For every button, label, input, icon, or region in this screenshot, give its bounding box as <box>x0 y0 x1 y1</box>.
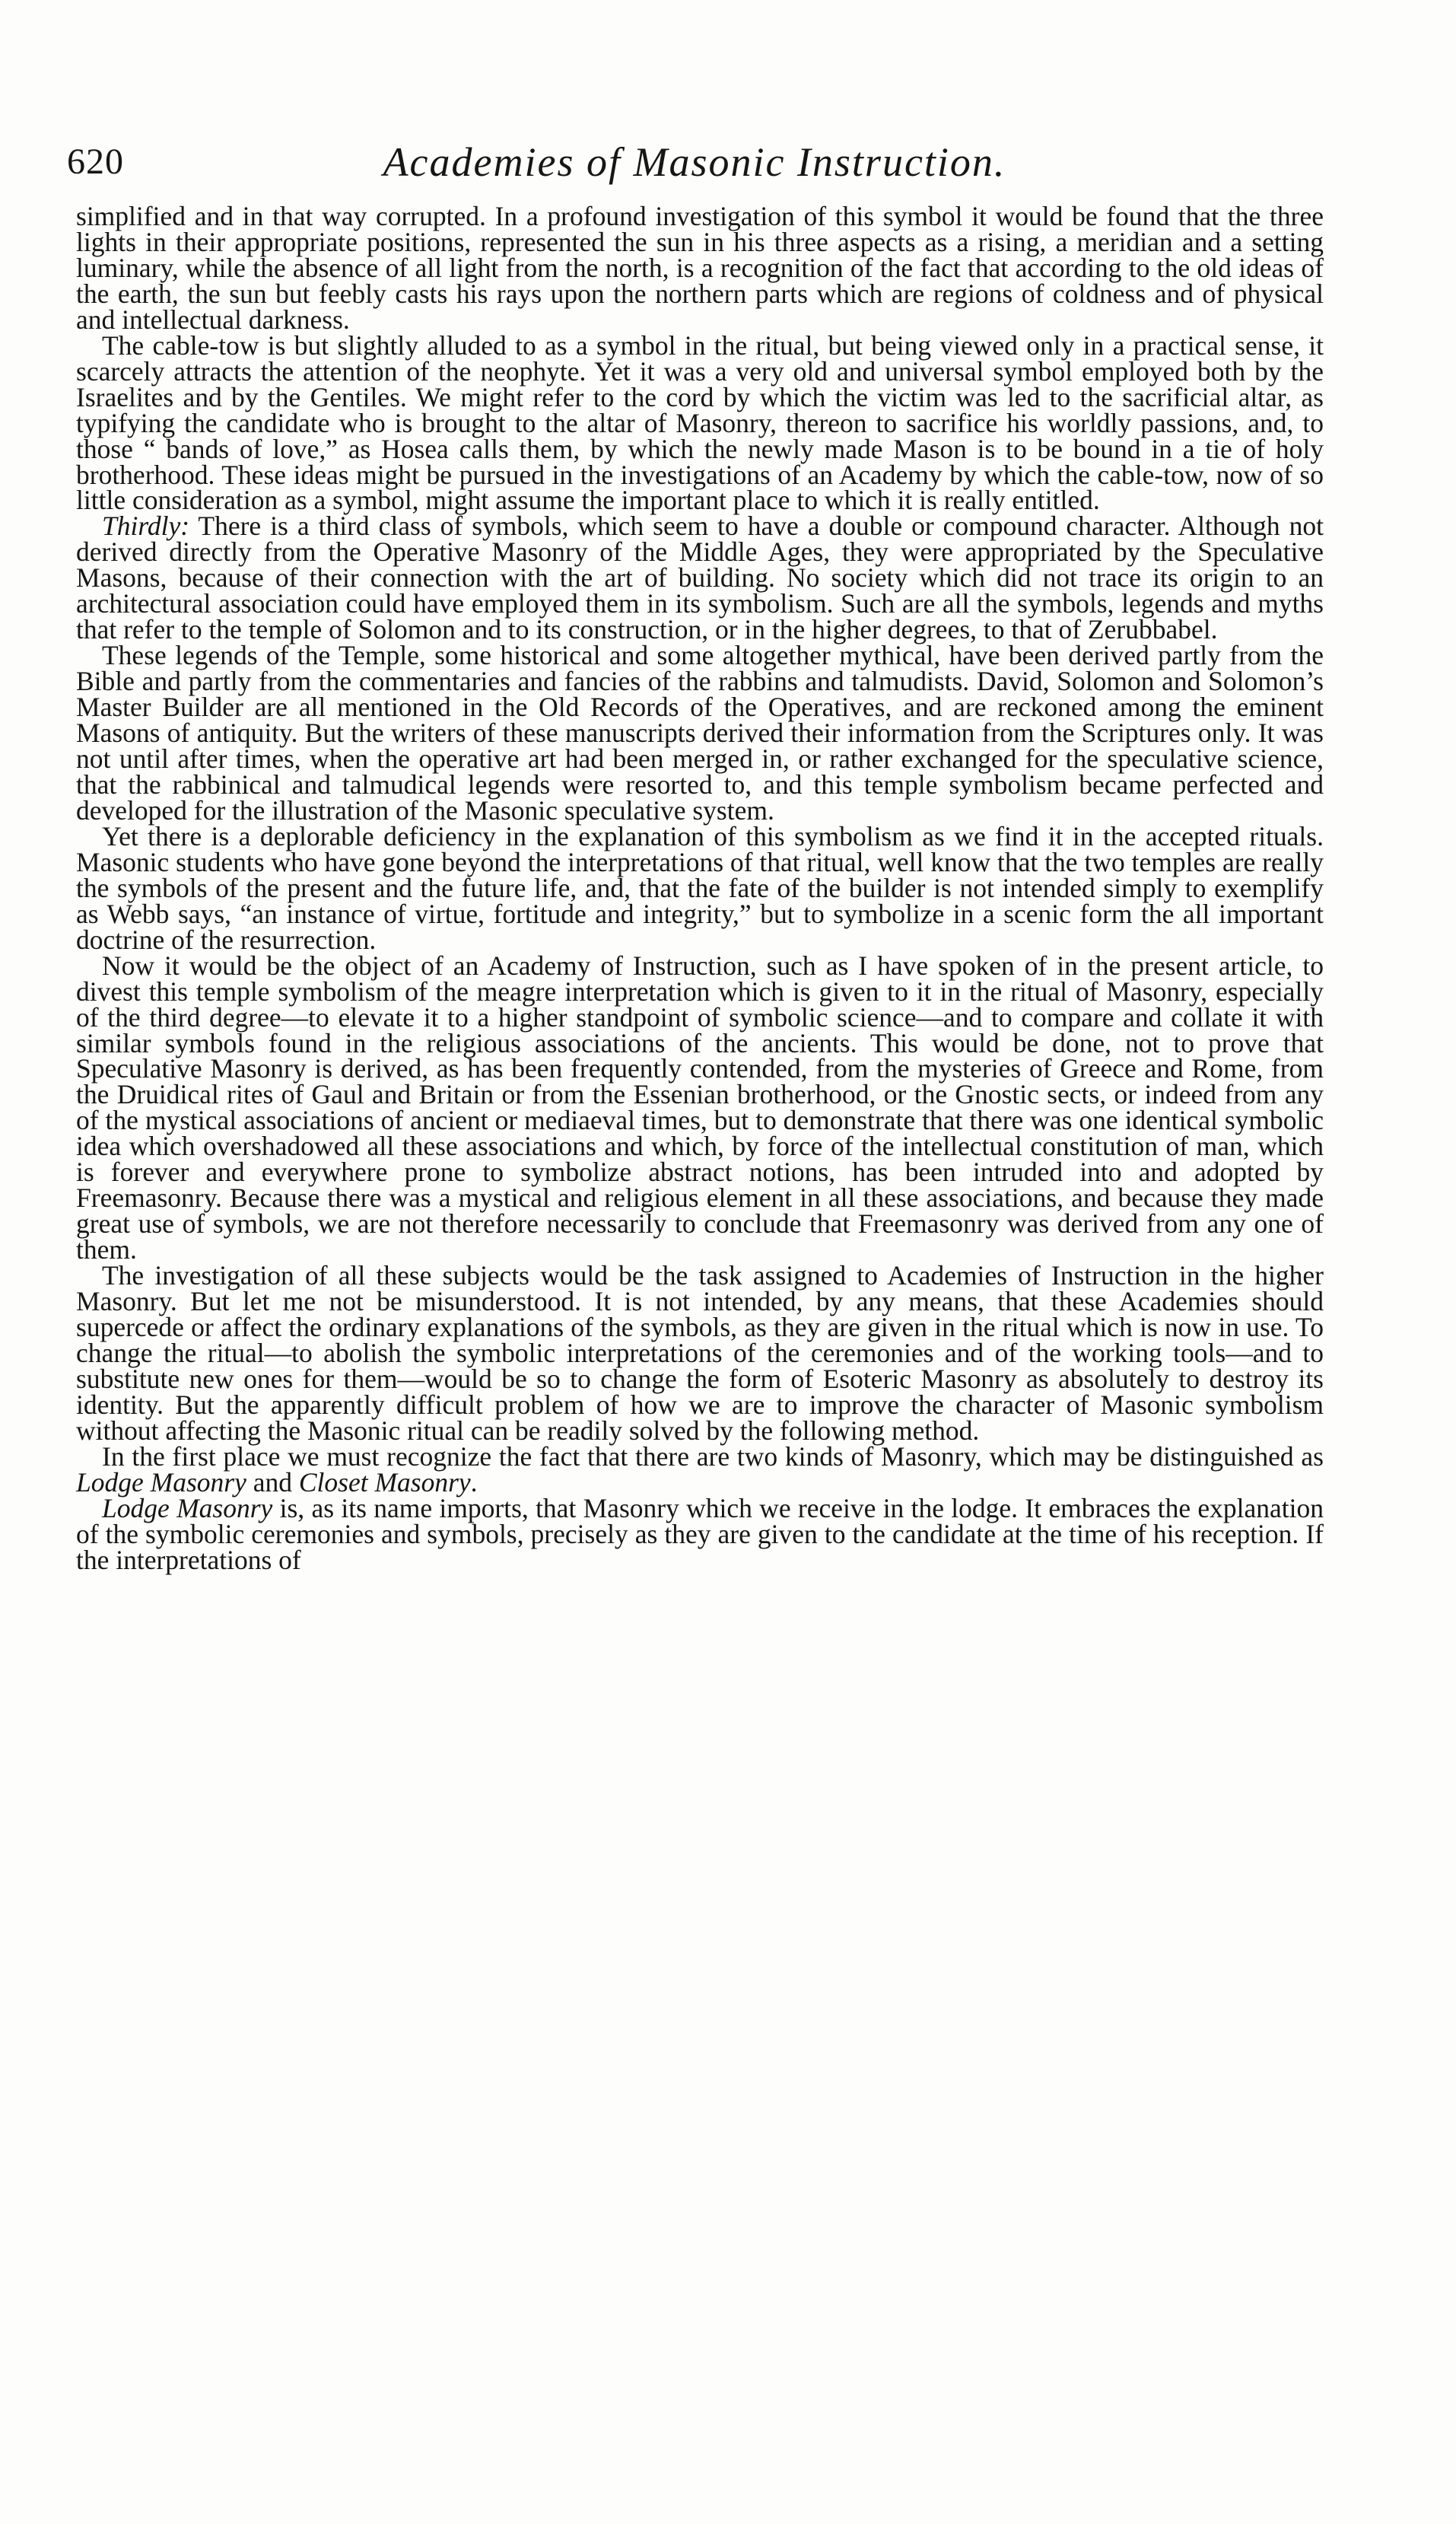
paragraph-text: Now it would be the object of an Academy of Instruction, such as I have spoken of in the present article, to divest this temple symbolism of the meagre interpretation which is given to it in the ritual of Masonry, especially of the third degree—to elevate it to a higher standpoint of symbolic science—and to compare and collate it with similar symbols found in the religious associations of the ancients. This would be done, not to prove that Speculative Masonry is derived, as has been frequently contended, from the mysteries of Greece and Rome, from the Druidical rites of Gaul and Britain or from the Essenian brotherhood, or the Gnostic sects, or indeed from any of the mystical associations of ancient or mediaeval times, but to demonstrate that there was one identical symbolic idea which overshadowed all these associations and which, by force of the intellectual constitution of man, which is forever and everywhere prone to symbolize abstract notions, has been intruded into and adopted by Freemasonry. Because there was a mystical and religious element in all these associations, and because they made great use of symbols, we are not therefore necessarily to conclude that Freemasonry was derived from any one of them. <box>76 950 1324 1265</box>
paragraph-text: and <box>253 1466 292 1498</box>
paragraph-text: is, as its name imports, that Masonry which we receive in the lodge. It embraces the explanation of the symbolic ceremonies and symbols, precisely as they are given to the candidate at the time of his reception. If the interpretations of <box>76 1492 1324 1575</box>
term-closet-masonry: Closet Masonry <box>298 1466 471 1498</box>
body-text <box>76 201 1324 1575</box>
paragraph-investigation <box>76 1260 1324 1446</box>
paragraph-cable-tow <box>76 329 1324 516</box>
paragraph-deficiency <box>76 820 1324 955</box>
paragraph-lights-symbolism <box>76 201 1324 335</box>
paragraph-text: simplified and in that way corrupted. In a profound investigation of this symbol it would be found that the three lights in their appropriate positions, represented the sun in his three aspects as a rising, a meridian and a setting luminary, while the absence of all light from the north, is a recognition of the fact that according to the old ideas of the earth, the sun but feebly casts his rays upon the northern parts which are regions of coldness and of physical and intellectual darkness. <box>76 201 1324 335</box>
paragraph-third-class <box>76 511 1324 645</box>
paragraph-lead-in: Thirdly: <box>102 511 190 542</box>
paragraph-text: . <box>470 1466 478 1498</box>
paragraph-lodge-masonry <box>76 1492 1324 1575</box>
paragraph-text: The cable-tow is but slightly alluded to as a symbol in the ritual, but being viewed only in a practical sense, it scarcely attracts the attention of the neophyte. Yet it was a very old and universal symbol employed both by the Israelites and by the Gentiles. We might refer to the cord by which the victim was led to the sacrificial altar, as typifying the candidate who is brought to the altar of Masonry, thereon to sacrifice his worldly passions, and, to those “ bands of love,” as Hosea calls them, by which the newly made Mason is to be bound in a tie of holy brotherhood. These ideas might be pursued in the investigations of an Academy by which the cable-tow, now of so little consideration as a symbol, might assume the important place to which it is really entitled. <box>76 329 1324 516</box>
paragraph-two-kinds <box>76 1440 1324 1498</box>
paragraph-text: The investigation of all these subjects would be the task assigned to Academies of Instruction in the higher Masonry. But let me not be misunderstood. It is not intended, by any means, that these Academies should supercede or affect the ordinary explanations of the symbols, as they are given in the ritual which is now in use. To change the ritual—to abolish the symbolic interpretations of the ceremonies and of the working tools—and to substitute new ones for them—would be so to change the form of Esoteric Masonry as absolutely to destroy its identity. But the apparently difficult problem of how we are to improve the character of Masonic symbolism without affecting the Masonic ritual can be readily solved by the following method. <box>76 1260 1324 1446</box>
paragraph-text: Yet there is a deplorable deficiency in the explanation of this symbolism as we find it in the accepted rituals. Masonic students who have gone beyond the interpretations of that ritual, well know that the two temples are really the symbols of the present and the future life, and, that the fate of the builder is not intended simply to exemplify as Webb says, “an instance of virtue, fortitude and integrity,” but to symbolize in a scenic form the all important doctrine of the resurrection. <box>76 820 1324 955</box>
page-number: 620 <box>67 142 124 182</box>
paragraph-text: These legends of the Temple, some historical and some altogether mythical, have been derived partly from the Bible and partly from the commentaries and fancies of the rabbins and talmudists. David, Solomon and Solomon’s Master Builder are all mentioned in the Old Records of the Operatives, and are reckoned among the eminent Masons of antiquity. But the writers of these manuscripts derived their information from the Scriptures only. It was not until after times, when the operative art had been merged in, or rather exchanged for the speculative science, that the rabbinical and talmudical legends were resorted to, and this temple symbolism became perfected and developed for the illustration of the Masonic speculative system. <box>76 640 1324 826</box>
term-lodge-masonry: Lodge Masonry <box>102 1492 273 1523</box>
page-header <box>67 128 1322 196</box>
paragraph-academy-object <box>76 950 1324 1265</box>
term-lodge-masonry: Lodge Masonry <box>76 1466 246 1498</box>
paragraph-text: There is a third class of symbols, which seem to have a double or compound character. Although not derived directly from the Operative Masonry of the Middle Ages, they were appropriated by the Speculative Masons, because of their connection with the art of building. No society which did not trace its origin to an architectural association could have employed them in its symbolism. Such are all the symbols, legends and myths that refer to the temple of Solomon and to its construction, or in the higher degrees, to that of Zerubbabel. <box>76 511 1324 645</box>
paragraph-text: In the first place we must recognize the fact that there are two kinds of Masonry, which may be distinguished as <box>102 1440 1324 1472</box>
paragraph-temple-legends <box>76 640 1324 826</box>
running-head: Academies of Masonic Instruction. <box>383 139 1006 185</box>
